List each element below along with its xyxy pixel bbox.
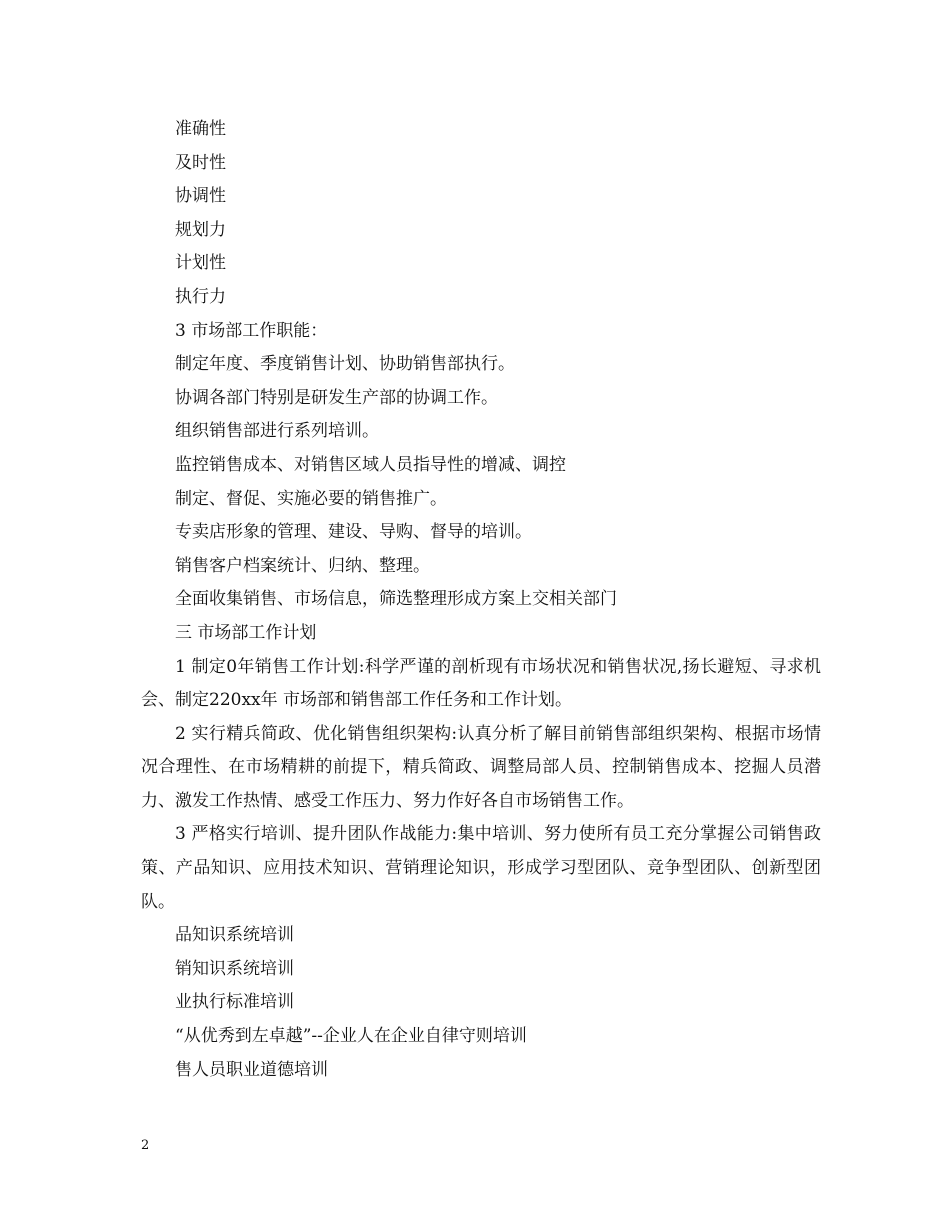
section-heading: 3 市场部工作职能： [175, 320, 328, 341]
list-item: 专卖店形象的管理、建设、导购、督导的培训。 [175, 522, 532, 543]
training-item: “从优秀到左卓越”--企业人在企业自律守则培训 [175, 1026, 527, 1047]
list-item: 计划性 [175, 253, 226, 274]
list-item: 监控销售成本、对销售区域人员指导性的增减、调控 [175, 454, 566, 475]
training-item: 售人员职业道德培训 [175, 1059, 328, 1080]
list-item: 协调各部门特别是研发生产部的协调工作。 [175, 387, 498, 408]
plan-paragraph: 2 实行精兵简政、优化销售组织架构:认真分析了解目前销售部组织架构、根据市场情况合理性、在市场精耕的前提下，精兵简政、调整局部人员、控制销售成本、挖掘人员潜力、激发工作热情、感受工作压力、努力作好各自市场销售工作。 [141, 723, 821, 811]
list-item: 协调性 [175, 186, 226, 207]
training-item: 销知识系统培训 [175, 958, 294, 979]
list-item: 销售客户档案统计、归纳、整理。 [175, 555, 430, 576]
plan-paragraph: 3 严格实行培训、提升团队作战能力:集中培训、努力使所有员工充分掌握公司销售政策、产品知识、应用技术知识、营销理论知识，形成学习型团队、竞争型团队、创新型团队。 [141, 824, 821, 912]
part-heading: 三 市场部工作计划 [175, 622, 317, 643]
plan-paragraph: 1 制定0年销售工作计划:科学严谨的剖析现有市场状况和销售状况,扬长避短、寻求机会、制定220xx年 市场部和销售部工作任务和工作计划。 [141, 656, 821, 711]
list-item: 及时性 [175, 152, 226, 173]
list-item: 规划力 [175, 219, 226, 240]
list-item: 全面收集销售、市场信息，筛选整理形成方案上交相关部门 [175, 589, 617, 610]
list-item: 制定、督促、实施必要的销售推广。 [175, 488, 447, 509]
training-item: 品知识系统培训 [175, 925, 294, 946]
list-item: 组织销售部进行系列培训。 [175, 421, 379, 442]
page-number: 2 [141, 1138, 150, 1153]
document-body [141, 113, 821, 1087]
training-item: 业执行标准培训 [175, 992, 294, 1013]
list-item: 准确性 [175, 119, 226, 139]
list-item: 执行力 [175, 286, 226, 307]
list-item: 制定年度、季度销售计划、协助销售部执行。 [175, 354, 515, 375]
